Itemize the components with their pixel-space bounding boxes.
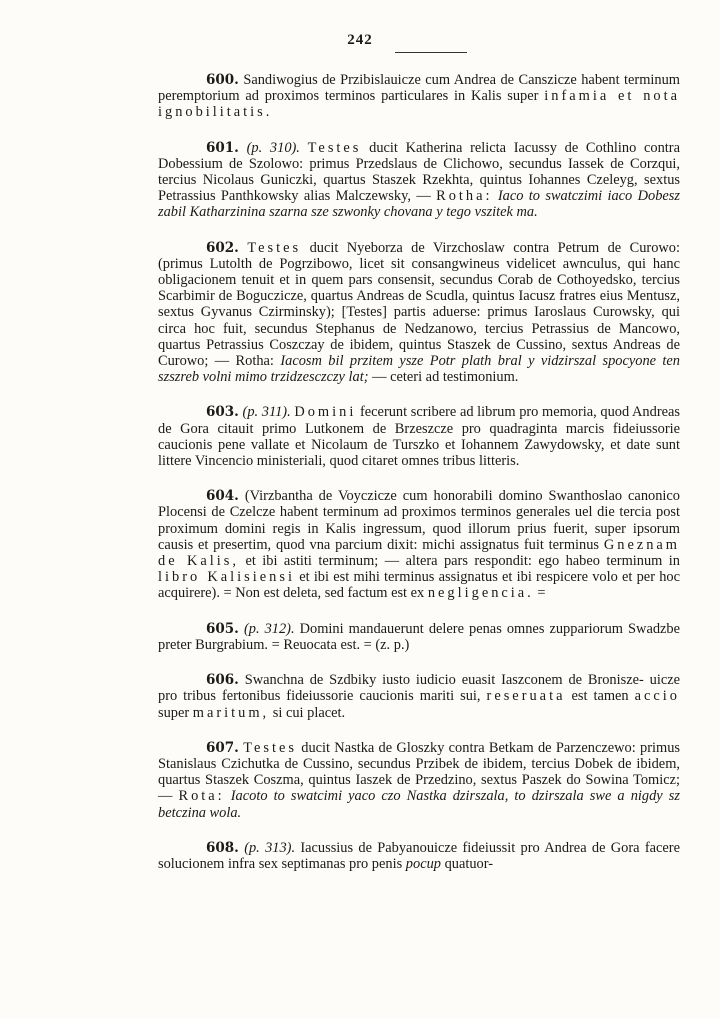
entry-number: 605. bbox=[206, 620, 239, 637]
spaced-text: reseruata bbox=[486, 688, 566, 705]
entry-number: 601. bbox=[206, 139, 239, 156]
entry-text: et ibi est mihi terminus assignatus et ibi respicere volo et per hoc acquirere). = Non est deleta, sed factum est ex bbox=[158, 569, 680, 602]
entry-number: 606. bbox=[206, 672, 239, 689]
spaced-text: Testes bbox=[307, 139, 362, 156]
entry-number: 604. bbox=[206, 488, 239, 505]
entry-text: ducit Nyeborza de Virzchoslaw contra Petrum de Curowo: (primus Lutolth de Pogrzibowo, licet sit consangwineus videlicet awnculus, qui hanc obligacionem tenuit et in quem pars consensit, secundus Corab de Cothoyedsko, tercius Scarbimir de Boguczicze, quartus Andreas de Scudla, quintus Iacusz fratres eius Mentusz, sextus Gyvanus Czirminsky); [Testes] partis aduerse: primus Iaroslaus Curowsky, qui circa hoc fuit, secundus Stephanus de Nedzanowo, tercius Petrassius de Mancowo, quartus Petrassius Coszczay de ibidem, quintus Staszek de Cussino, sextus Andreas de Curowo; — Rotha: bbox=[158, 239, 680, 370]
vernacular-oath: Iaco to swatczimi iaco Dobesz zabil Katharzinina szarna sze szwonky chovana y tego vszitek ma. bbox=[158, 188, 680, 221]
spaced-text: libro Kalisiensi bbox=[158, 569, 295, 586]
document-body bbox=[158, 72, 680, 891]
entry-text: ducit Nastka de Gloszky contra Betkam de Parzenczewo: primus Stanislaus Czichutka de Cussino, secundus Przibek de ibidem, tercius Dobek de ibidem, quartus Staszek Coszma, quintus Iaszek de Przedzino, sextus Paszek do Sowina Tomicz; — bbox=[158, 739, 680, 805]
entry-text-tail: = bbox=[537, 585, 546, 602]
entry-text: super bbox=[158, 704, 190, 721]
header-rule bbox=[395, 52, 467, 53]
entry-number: 608. bbox=[206, 839, 239, 856]
spaced-text: infamia et nota ignobilitatis. bbox=[158, 88, 680, 121]
entry-text: Iacussius de Pabyanouicze fideiussit pro Andrea de Gora facere solucionem infra sex septimanas pro penis bbox=[158, 839, 680, 872]
entry-number: 607. bbox=[206, 739, 239, 756]
entry-605 bbox=[158, 621, 680, 653]
entry-text: ducit Katherina relicta Iacussy de Cothlino contra Dobessium de Szolowo: primus Przedslaus de Clichowo, secundus Iassek de Corzqui, tercius Nicolaus Guniczki, quartus Staszek Rzekhta, quintus Iohannes Czeleyg, sextus Petrassius Panthkowsky alias Malczewsky, — bbox=[158, 139, 680, 205]
spaced-text: Testes bbox=[243, 739, 297, 756]
spaced-text: Gneznam de Kalis, bbox=[158, 536, 680, 570]
page-number: 242 bbox=[347, 32, 373, 48]
entry-601 bbox=[158, 140, 680, 221]
page-reference: (p. 313). bbox=[244, 839, 296, 856]
spaced-text: accio bbox=[634, 688, 680, 705]
entry-604 bbox=[158, 488, 680, 601]
entry-text: est tamen bbox=[571, 688, 629, 705]
entry-text: Swanchna de Szdbiky iusto iudicio euasit Iaszconem de Bronisze- uicze pro tribus fertonibus fideiussorie caucionis mariti sui, bbox=[158, 672, 680, 705]
entry-text-tail: — ceteri ad testimonium. bbox=[372, 369, 519, 386]
page-reference: (p. 310). bbox=[246, 139, 300, 156]
page-reference: (p. 312). bbox=[243, 620, 295, 637]
entry-text: et ibi astiti terminum; — altera pars respondit: ego habeo terminum in bbox=[245, 553, 680, 570]
entry-number: 603. bbox=[206, 404, 239, 421]
entry-603 bbox=[158, 404, 680, 469]
entry-text: Domini mandauerunt delere penas omnes zuppariorum Swadzbe preter Burgrabium. = Reuocata est. = (z. p.) bbox=[158, 620, 680, 653]
vernacular-oath: Iacoto to swatcimi yaco czo Nastka dzirszala, to dzirszala swe a nigdy sz betczina wola. bbox=[158, 788, 680, 821]
entry-606 bbox=[158, 672, 680, 721]
entry-600 bbox=[158, 72, 680, 121]
vernacular-oath: Iacosm bil przitem ysze Potr plath bral y vidzirszal spocyone ten szszreb volni mimo trzidzesczczy lat; bbox=[158, 353, 681, 386]
entry-text: Sandiwogius de Przibislauicze cum Andrea de Canszicze habent terminum peremptorium ad proximos terminos particulares in Kalis super bbox=[158, 72, 680, 105]
spaced-text: Rota: bbox=[178, 788, 225, 805]
spaced-text: maritum, bbox=[192, 704, 270, 721]
spaced-text: negligencia. bbox=[427, 585, 534, 602]
page-reference: (p. 311). bbox=[242, 404, 291, 421]
spaced-text: Rotha: bbox=[436, 188, 493, 205]
entry-number: 602. bbox=[206, 239, 239, 256]
entry-text-tail: si cui placet. bbox=[272, 704, 346, 721]
entry-602 bbox=[158, 240, 680, 386]
spaced-text: Testes bbox=[247, 239, 302, 256]
entry-text: (Virzbantha de Voyczicze cum honorabili domino Swanthoslao canonico Plocensi de Czelcze habent terminum ad proximos terminos generales uel die tercia post proximum domini regis in Kalis ingressum, quod illorum prius fuerit, super ipsorum causis et presertim, quod vna parcium dixit: michi assignatus fuit terminus bbox=[158, 488, 680, 553]
entry-607 bbox=[158, 740, 680, 821]
entry-number: 600. bbox=[206, 72, 239, 88]
spaced-text: Domini bbox=[294, 404, 357, 421]
entry-text: fecerunt scribere ad librum pro memoria, quod Andreas de Gora citauit primo Lutkonem de Brzeszcze pro quadraginta marcis fideiussorie caucionis pene vallate et Nicolaum de Turszko et Iohannem Zawydowsky, et date sunt littere Vincencio ministeriali, quod citaret omnes tribus litteris. bbox=[158, 404, 680, 470]
entry-text-tail: quatuor- bbox=[444, 855, 494, 872]
entry-608 bbox=[158, 840, 680, 872]
italic-word: pocup bbox=[405, 855, 441, 872]
